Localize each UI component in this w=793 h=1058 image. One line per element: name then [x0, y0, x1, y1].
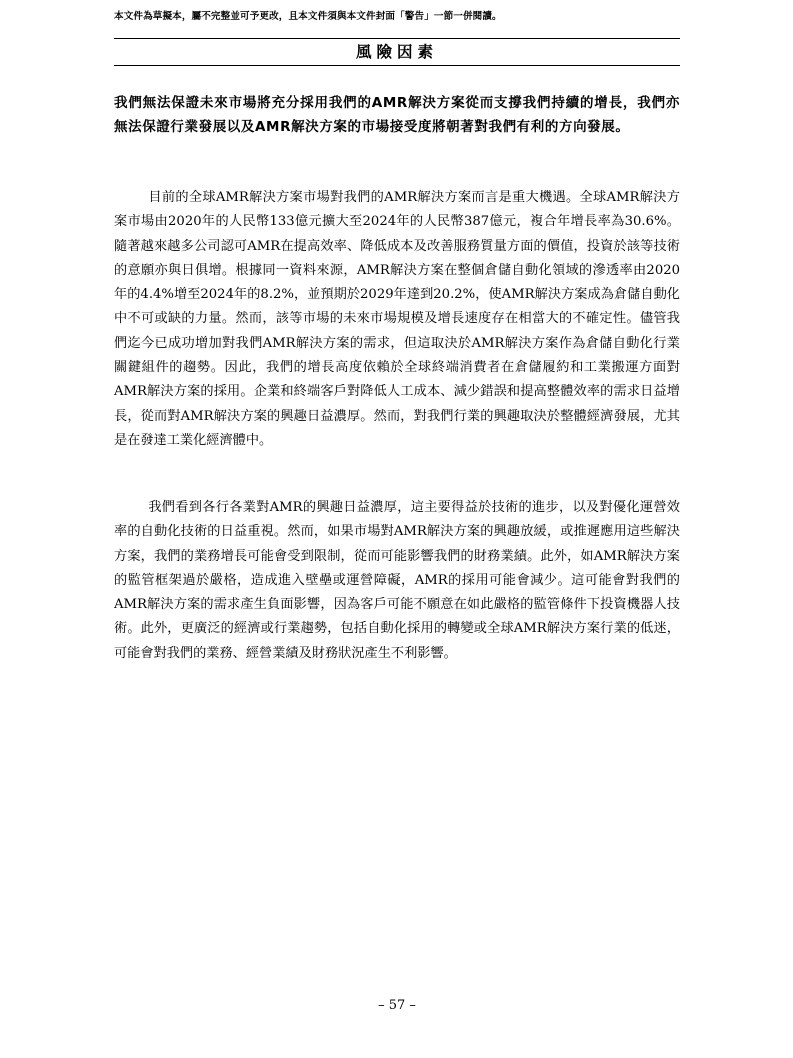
body-paragraph-2: 我們看到各行各業對AMR的興趣日益濃厚，這主要得益於技術的進步，以及對優化運營效率的自動化技術的日益重視。然而，如果市場對AMR解決方案的興趣放緩，或推遲應用這些解決方案，我們的業務增長可能會受到限制，從而可能影響我們的財務業績。此外，如AMR解決方案的監管框架過於嚴格，造成進入壁壘或運營障礙，AMR的採用可能會減少。這可能會對我們的AMR解決方案的需求產生負面影響，因為客戶可能不願意在如此嚴格的監管條件下投資機器人技術。此外，更廣泛的經濟或行業趨勢，包括自動化採用的轉變或全球AMR解決方案行業的低迷，可能會對我們的業務、經營業績及財務狀況產生不利影響。: [114, 500, 680, 661]
risk-factor-heading: 我們無法保證未來市場將充分採用我們的AMR解決方案從而支撐我們持續的增長，我們亦無法保證行業發展以及AMR解決方案的市場接受度將朝著對我們有利的方向發展。: [114, 95, 680, 135]
header-rule-top: [114, 38, 680, 39]
body-paragraph-1: 目前的全球AMR解決方案市場對我們的AMR解決方案而言是重大機遇。全球AMR解決方案市場由2020年的人民幣133億元擴大至2024年的人民幣387億元，複合年增長率為30.6%。隨著越來越多公司認可AMR在提高效率、降低成本及改善服務質量方面的價值，投資於該等技術的意願亦與日俱增。根據同一資料來源，AMR解決方案在整個倉儲自動化領域的滲透率由2020年的4.4%增至2024年的8.2%，並預期於2029年達到20.2%，使AMR解決方案成為倉儲自動化中不可或缺的力量。然而，該等市場的未來市場規模及增長速度存在相當大的不確定性。儘管我們迄今已成功增加對我們AMR解決方案的需求，但這取決於AMR解決方案作為倉儲自動化行業關鍵組件的趨勢。因此，我們的增長高度依賴於全球終端消費者在倉儲履約和工業搬運方面對AMR解決方案的採用。企業和終端客戶對降低人工成本、減少錯誤和提高整體效率的需求日益增長，從而對AMR解決方案的興趣日益濃厚。然而，對我們行業的興趣取決於整體經濟發展，尤其是在發達工業化經濟體中。: [114, 190, 680, 448]
draft-notice: 本文件為草擬本，屬不完整並可予更改，且本文件須與本文件封面「警告」一節一併閱讀。: [114, 11, 502, 22]
section-title: 風險因素: [355, 43, 438, 61]
page-number: – 57 –: [378, 998, 416, 1013]
header-rule-bottom: [114, 65, 680, 66]
